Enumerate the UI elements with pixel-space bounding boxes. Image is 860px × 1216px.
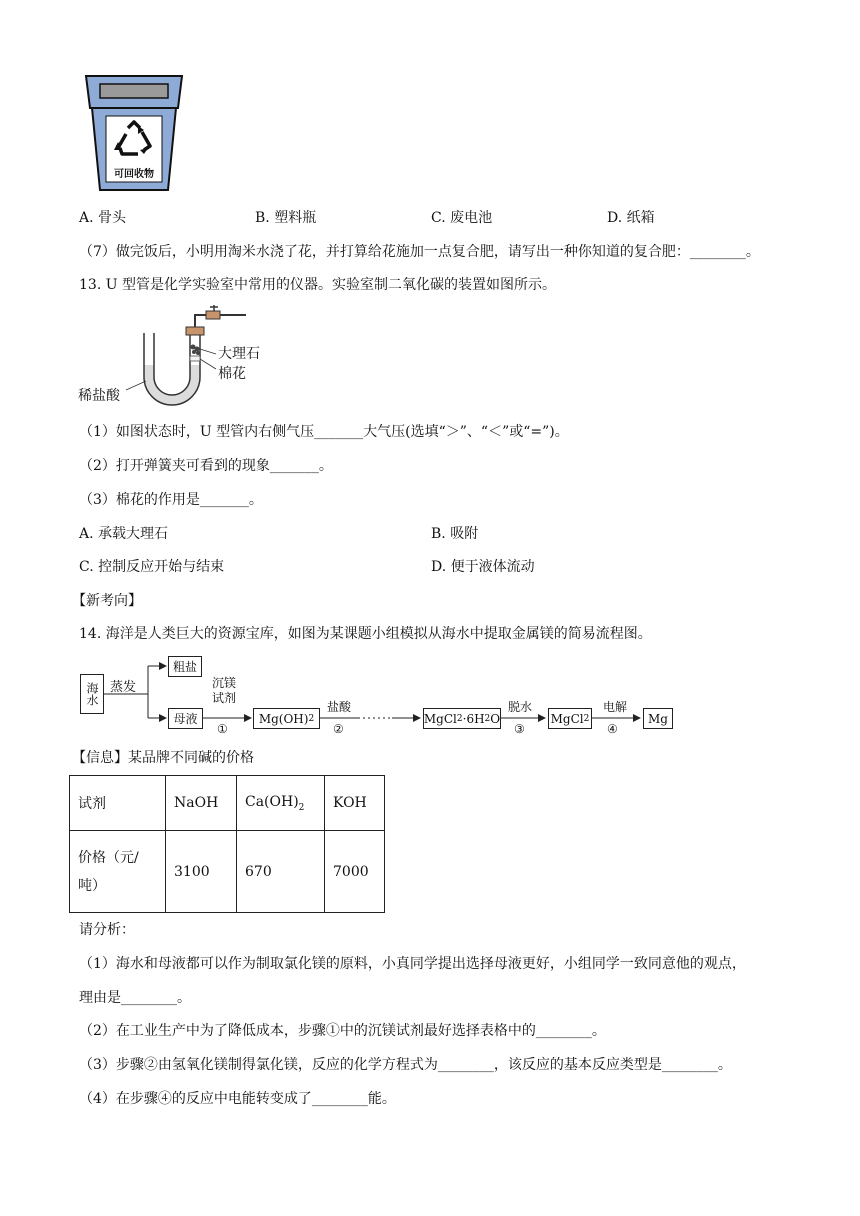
label-step4: ④ [607, 722, 618, 736]
price-table [69, 775, 385, 913]
label-cotton: 棉花 [218, 366, 246, 382]
label-step1: ① [217, 722, 228, 736]
box-mg: Mg [643, 708, 673, 729]
box-mother-liquor: 母液 [168, 708, 203, 729]
table-cell: NaOH [166, 776, 237, 831]
label-step2: ② [333, 722, 344, 736]
q13-option-d: D. 便于液体流动 [431, 559, 535, 575]
q12-option-a: A. 骨头 [79, 210, 127, 226]
table-cell: KOH [325, 776, 385, 831]
q13-stem: 13. U 型管是化学实验室中常用的仪器。实验室制二氧化碳的装置如图所示。 [79, 277, 556, 293]
section-new-direction: 【新考向】 [72, 593, 142, 609]
label-electrolysis: 电解 [603, 700, 628, 714]
q13-sub1: （1）如图状态时，U 型管内右侧气压_______大气压(选填“＞”、“＜”或“=”)。 [79, 424, 569, 440]
q14-analyze: 请分析： [79, 922, 135, 938]
label-marble: 大理石 [218, 346, 260, 362]
q14-stem: 14. 海洋是人类巨大的资源宝库，如图为某课题小组模拟从海水中提取金属镁的简易流程图。 [79, 626, 652, 642]
box-seawater [80, 674, 104, 714]
box-mgcl2-hydrate: MgCl 2 ·6H 2 O [423, 708, 501, 729]
q14-sub2: （2）在工业生产中为了降低成本，步骤①中的沉镁试剂最好选择表格中的________。 [79, 1023, 606, 1039]
q12-option-c: C. 废电池 [431, 210, 493, 226]
q14-sub3: （3）步骤②由氢氧化镁制得氯化镁，反应的化学方程式为________，该反应的基本反应类型是________。 [79, 1057, 732, 1073]
table-cell: 3100 [166, 831, 237, 913]
flowchart [0, 650, 860, 745]
table-cell: 670 [237, 831, 325, 913]
table-cell: 7000 [325, 831, 385, 913]
label-hcl: 盐酸 [327, 700, 352, 714]
label-dehydrate: 脱水 [508, 700, 533, 714]
table-cell: 价格（元/ 吨） [70, 831, 166, 913]
q14-sub1a: （1）海水和母液都可以作为制取氯化镁的原料，小真同学提出选择母液更好，小组同学一致同意他的观点， [79, 956, 746, 972]
label-evaporate: 蒸发 [110, 680, 137, 695]
q14-sub4: （4）在步骤④的反应中电能转变成了________能。 [79, 1091, 396, 1107]
table-cell: $Ca(OH)_2$ [237, 776, 325, 831]
table-cell: 试剂 [70, 776, 166, 831]
bin-label: 可回收物 [114, 169, 154, 180]
q13-sub3: （3）棉花的作用是_______。 [79, 492, 263, 508]
q14-info-title: 【信息】某品牌不同碱的价格 [72, 750, 254, 766]
recycling-bin-figure [82, 72, 186, 194]
q13-sub2: （2）打开弹簧夹可看到的现象_______。 [79, 458, 333, 474]
table-row [70, 831, 385, 913]
q13-option-a: A. 承载大理石 [79, 526, 169, 542]
u-tube-figure [76, 305, 276, 410]
label-reagent: 沉镁试剂 [211, 676, 236, 705]
box-mgcl2: MgCl 2 [548, 708, 592, 729]
label-acid: 稀盐酸 [78, 388, 120, 404]
q12-option-d: D. 纸箱 [607, 210, 655, 226]
flowchart-arrows [0, 650, 860, 745]
q12-option-b: B. 塑料瓶 [255, 210, 317, 226]
q14-sub1b: 理由是________。 [79, 990, 191, 1006]
q12-sub7: （7）做完饭后，小明用淘米水浇了花，并打算给花施加一点复合肥，请写出一种你知道的复合肥：________。 [79, 244, 760, 260]
q13-option-b: B. 吸附 [431, 526, 479, 542]
box-mg-oh-2: Mg(OH) 2 [253, 708, 320, 729]
box-coarse-salt: 粗盐 [168, 656, 202, 677]
table-row [70, 776, 385, 831]
q13-option-c: C. 控制反应开始与结束 [79, 559, 225, 575]
seawater-text: 海水 [85, 682, 99, 706]
label-step3: ③ [514, 722, 525, 736]
